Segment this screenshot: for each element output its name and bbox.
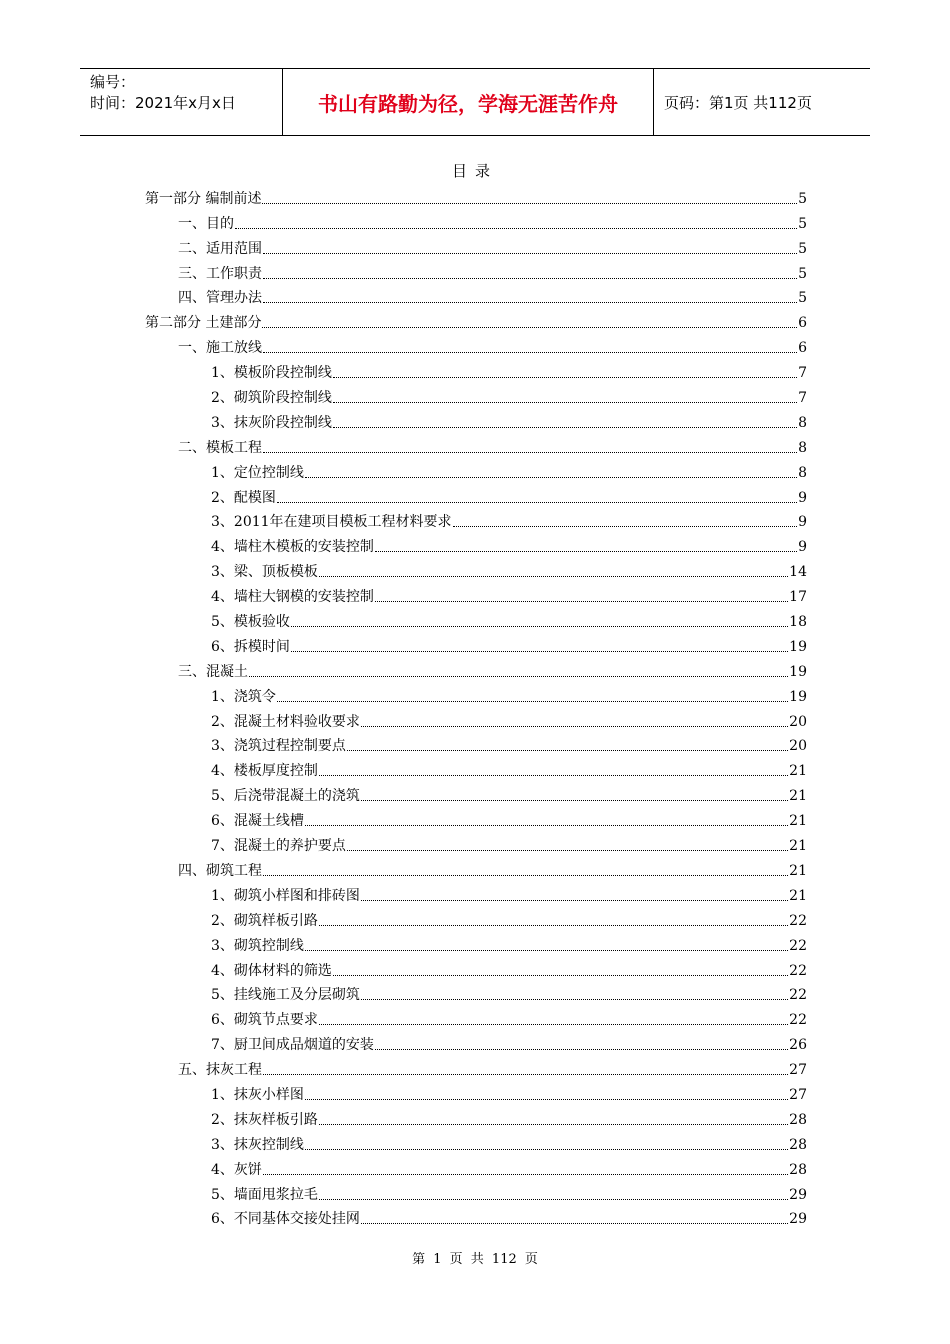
toc-entry[interactable]: [145, 1004, 807, 1029]
toc-title: 目录: [451, 162, 498, 180]
document-number-label: 编号：: [90, 73, 136, 91]
toc-entry-title: 第二部分 土建部分: [145, 315, 262, 332]
toc-entry-page: 27: [789, 1086, 807, 1103]
toc-entry[interactable]: [145, 258, 807, 283]
toc-entry[interactable]: [145, 1204, 807, 1229]
toc-entry[interactable]: [145, 930, 807, 955]
toc-leader-dots: [263, 284, 797, 303]
toc-leader-dots: [249, 658, 788, 677]
toc-entry[interactable]: [145, 830, 807, 855]
toc-entry-page: 14: [789, 564, 807, 581]
toc-leader-dots: [319, 907, 788, 926]
toc-leader-dots: [262, 185, 797, 204]
toc-entry-page: 5: [798, 240, 807, 257]
toc-entry-page: 19: [789, 638, 807, 655]
toc-entry[interactable]: [145, 1104, 807, 1129]
toc-entry-title: 2、砌筑样板引路: [211, 912, 318, 929]
toc-entry[interactable]: [145, 606, 807, 631]
toc-entry[interactable]: [145, 507, 807, 532]
header-meta: [80, 69, 282, 135]
toc-entry[interactable]: [145, 880, 807, 905]
toc-entry-title: 1、模板阶段控制线: [211, 365, 332, 382]
toc-entry-title: 7、混凝土的养护要点: [211, 838, 346, 855]
toc-leader-dots: [319, 1006, 788, 1025]
toc-leader-dots: [333, 384, 797, 403]
toc-entry-page: 21: [789, 763, 807, 780]
toc-entry-title: 四、管理办法: [178, 290, 262, 307]
toc-leader-dots: [305, 1081, 788, 1100]
page-footer: 第 1 页 共 112 页: [412, 1252, 538, 1267]
toc-entry[interactable]: [145, 905, 807, 930]
toc-entry-page: 21: [789, 862, 807, 879]
toc-leader-dots: [361, 882, 788, 901]
toc-entry[interactable]: [145, 681, 807, 706]
toc-entry-page: 6: [798, 315, 807, 332]
toc-leader-dots: [347, 832, 788, 851]
toc-entry-title: 2、抹灰样板引路: [211, 1111, 318, 1128]
toc-entry-page: 8: [798, 464, 807, 481]
toc-entry-title: 4、砌体材料的筛选: [211, 962, 332, 979]
toc-leader-dots: [375, 1031, 788, 1050]
toc-entry-title: 1、浇筑令: [211, 688, 276, 705]
toc-leader-dots: [305, 932, 788, 951]
toc-entry-page: 9: [798, 514, 807, 531]
toc-entry-page: 18: [789, 614, 807, 631]
toc-entry-title: 5、挂线施工及分层砌筑: [211, 987, 360, 1004]
toc-entry-page: 22: [789, 1012, 807, 1029]
toc-leader-dots: [263, 1056, 788, 1075]
table-of-contents: [145, 183, 807, 1228]
toc-entry-title: 一、目的: [178, 215, 234, 232]
toc-entry-page: 17: [789, 589, 807, 606]
toc-entry-page: 26: [789, 1037, 807, 1054]
toc-entry[interactable]: [145, 706, 807, 731]
toc-entry-page: 21: [789, 887, 807, 904]
toc-entry-title: 3、抹灰阶段控制线: [211, 414, 332, 431]
toc-entry-title: 二、模板工程: [178, 439, 262, 456]
toc-leader-dots: [375, 533, 797, 552]
toc-entry-title: 三、混凝土: [178, 663, 248, 680]
toc-entry[interactable]: [145, 581, 807, 606]
toc-entry[interactable]: [145, 407, 807, 432]
toc-leader-dots: [263, 857, 788, 876]
toc-entry-title: 1、砌筑小样图和排砖图: [211, 887, 360, 904]
toc-leader-dots: [305, 807, 788, 826]
toc-entry-page: 28: [789, 1161, 807, 1178]
toc-entry[interactable]: [145, 432, 807, 457]
toc-entry[interactable]: [145, 307, 807, 332]
toc-entry-title: 5、后浇带混凝土的浇筑: [211, 788, 360, 805]
toc-entry[interactable]: [145, 332, 807, 357]
toc-entry-page: 20: [789, 713, 807, 730]
toc-entry-page: 6: [798, 340, 807, 357]
toc-entry[interactable]: [145, 980, 807, 1005]
toc-entry-title: 第一部分 编制前述: [145, 190, 262, 207]
toc-leader-dots: [277, 484, 797, 503]
toc-leader-dots: [319, 1181, 788, 1200]
toc-entry-page: 21: [789, 813, 807, 830]
toc-entry[interactable]: [145, 780, 807, 805]
toc-entry-page: 8: [798, 439, 807, 456]
toc-entry-page: 22: [789, 912, 807, 929]
toc-leader-dots: [291, 633, 788, 652]
toc-entry[interactable]: [145, 755, 807, 780]
toc-entry-title: 3、2011年在建项目模板工程材料要求: [211, 514, 452, 531]
toc-entry-page: 5: [798, 265, 807, 282]
toc-entry[interactable]: [145, 556, 807, 581]
toc-entry-title: 2、混凝土材料验收要求: [211, 713, 360, 730]
toc-entry[interactable]: [145, 1154, 807, 1179]
toc-entry-page: 19: [789, 688, 807, 705]
toc-leader-dots: [263, 434, 797, 453]
toc-entry[interactable]: [145, 382, 807, 407]
toc-entry-page: 20: [789, 738, 807, 755]
toc-entry-title: 二、适用范围: [178, 240, 262, 257]
toc-leader-dots: [361, 782, 788, 801]
toc-entry-title: 6、混凝土线槽: [211, 813, 304, 830]
toc-entry-title: 4、墙柱木模板的安装控制: [211, 539, 374, 556]
toc-entry-title: 一、施工放线: [178, 340, 262, 357]
toc-entry-page: 7: [798, 390, 807, 407]
toc-entry[interactable]: [145, 731, 807, 756]
toc-entry-page: 29: [789, 1186, 807, 1203]
toc-leader-dots: [333, 957, 788, 976]
toc-entry-title: 3、抹灰控制线: [211, 1136, 304, 1153]
toc-entry-title: 4、灰饼: [211, 1161, 262, 1178]
toc-entry[interactable]: [145, 1029, 807, 1054]
toc-entry-title: 7、厨卫间成品烟道的安装: [211, 1037, 374, 1054]
toc-entry[interactable]: [145, 531, 807, 556]
toc-entry-page: 5: [798, 190, 807, 207]
toc-entry-page: 22: [789, 962, 807, 979]
toc-leader-dots: [263, 235, 797, 254]
toc-leader-dots: [361, 708, 788, 727]
toc-leader-dots: [305, 459, 797, 478]
toc-entry-page: 22: [789, 937, 807, 954]
toc-entry-title: 6、砌筑节点要求: [211, 1012, 318, 1029]
toc-leader-dots: [277, 683, 788, 702]
toc-entry-page: 28: [789, 1136, 807, 1153]
toc-entry[interactable]: [145, 1079, 807, 1104]
toc-entry-title: 5、墙面甩浆拉毛: [211, 1186, 318, 1203]
toc-entry[interactable]: [145, 283, 807, 308]
toc-leader-dots: [319, 1106, 788, 1125]
toc-entry[interactable]: [145, 357, 807, 382]
toc-entry-page: 22: [789, 987, 807, 1004]
toc-leader-dots: [263, 260, 797, 279]
toc-leader-dots: [347, 732, 788, 751]
toc-entry-title: 2、配模图: [211, 489, 276, 506]
toc-leader-dots: [291, 608, 788, 627]
toc-entry-page: 7: [798, 365, 807, 382]
toc-entry-page: 5: [798, 215, 807, 232]
toc-entry-page: 9: [798, 489, 807, 506]
toc-leader-dots: [333, 359, 797, 378]
toc-entry[interactable]: [145, 1129, 807, 1154]
toc-entry-title: 6、拆模时间: [211, 638, 290, 655]
toc-leader-dots: [361, 1205, 788, 1224]
toc-entry[interactable]: [145, 482, 807, 507]
toc-entry[interactable]: [145, 1054, 807, 1079]
toc-entry-page: 28: [789, 1111, 807, 1128]
toc-leader-dots: [333, 409, 797, 428]
toc-entry[interactable]: [145, 233, 807, 258]
toc-leader-dots: [375, 583, 788, 602]
toc-entry-title: 四、砌筑工程: [178, 862, 262, 879]
toc-entry-title: 4、楼板厚度控制: [211, 763, 318, 780]
toc-entry[interactable]: [145, 457, 807, 482]
header-page-info: 页码：第1页 共112页: [664, 93, 812, 112]
toc-entry-page: 21: [789, 838, 807, 855]
toc-entry-title: 三、工作职责: [178, 265, 262, 282]
toc-entry-page: 21: [789, 788, 807, 805]
toc-leader-dots: [319, 757, 788, 776]
toc-entry-title: 3、浇筑过程控制要点: [211, 738, 346, 755]
toc-entry-page: 8: [798, 414, 807, 431]
toc-leader-dots: [263, 1156, 788, 1175]
toc-leader-dots: [453, 508, 798, 527]
toc-entry[interactable]: [145, 656, 807, 681]
document-time-label: 时间：2021年x月x日: [90, 94, 236, 112]
toc-entry-page: 29: [789, 1211, 807, 1228]
toc-leader-dots: [361, 981, 788, 1000]
toc-entry-title: 6、不同基体交接处挂网: [211, 1211, 360, 1228]
toc-entry-title: 1、定位控制线: [211, 464, 304, 481]
toc-entry-title: 2、砌筑阶段控制线: [211, 390, 332, 407]
toc-entry-title: 3、砌筑控制线: [211, 937, 304, 954]
toc-leader-dots: [235, 210, 797, 229]
toc-leader-dots: [305, 1131, 788, 1150]
toc-entry-title: 3、梁、顶板模板: [211, 564, 318, 581]
toc-entry-page: 9: [798, 539, 807, 556]
toc-leader-dots: [263, 334, 797, 353]
toc-entry[interactable]: [145, 855, 807, 880]
toc-leader-dots: [319, 558, 788, 577]
toc-entry-title: 5、模板验收: [211, 614, 290, 631]
toc-entry[interactable]: [145, 805, 807, 830]
toc-entry-page: 5: [798, 290, 807, 307]
toc-entry-title: 五、抹灰工程: [178, 1062, 262, 1079]
toc-entry[interactable]: [145, 208, 807, 233]
header-motto: 书山有路勤为径，学海无涯苦作舟: [282, 69, 654, 135]
toc-entry-page: 27: [789, 1062, 807, 1079]
toc-leader-dots: [262, 309, 797, 328]
toc-entry[interactable]: [145, 183, 807, 208]
toc-entry-page: 19: [789, 663, 807, 680]
toc-entry[interactable]: [145, 631, 807, 656]
toc-entry[interactable]: [145, 1179, 807, 1204]
toc-entry-title: 4、墙柱大钢模的安装控制: [211, 589, 374, 606]
toc-entry-title: 1、抹灰小样图: [211, 1086, 304, 1103]
page-header: [80, 68, 870, 136]
toc-entry[interactable]: [145, 955, 807, 980]
